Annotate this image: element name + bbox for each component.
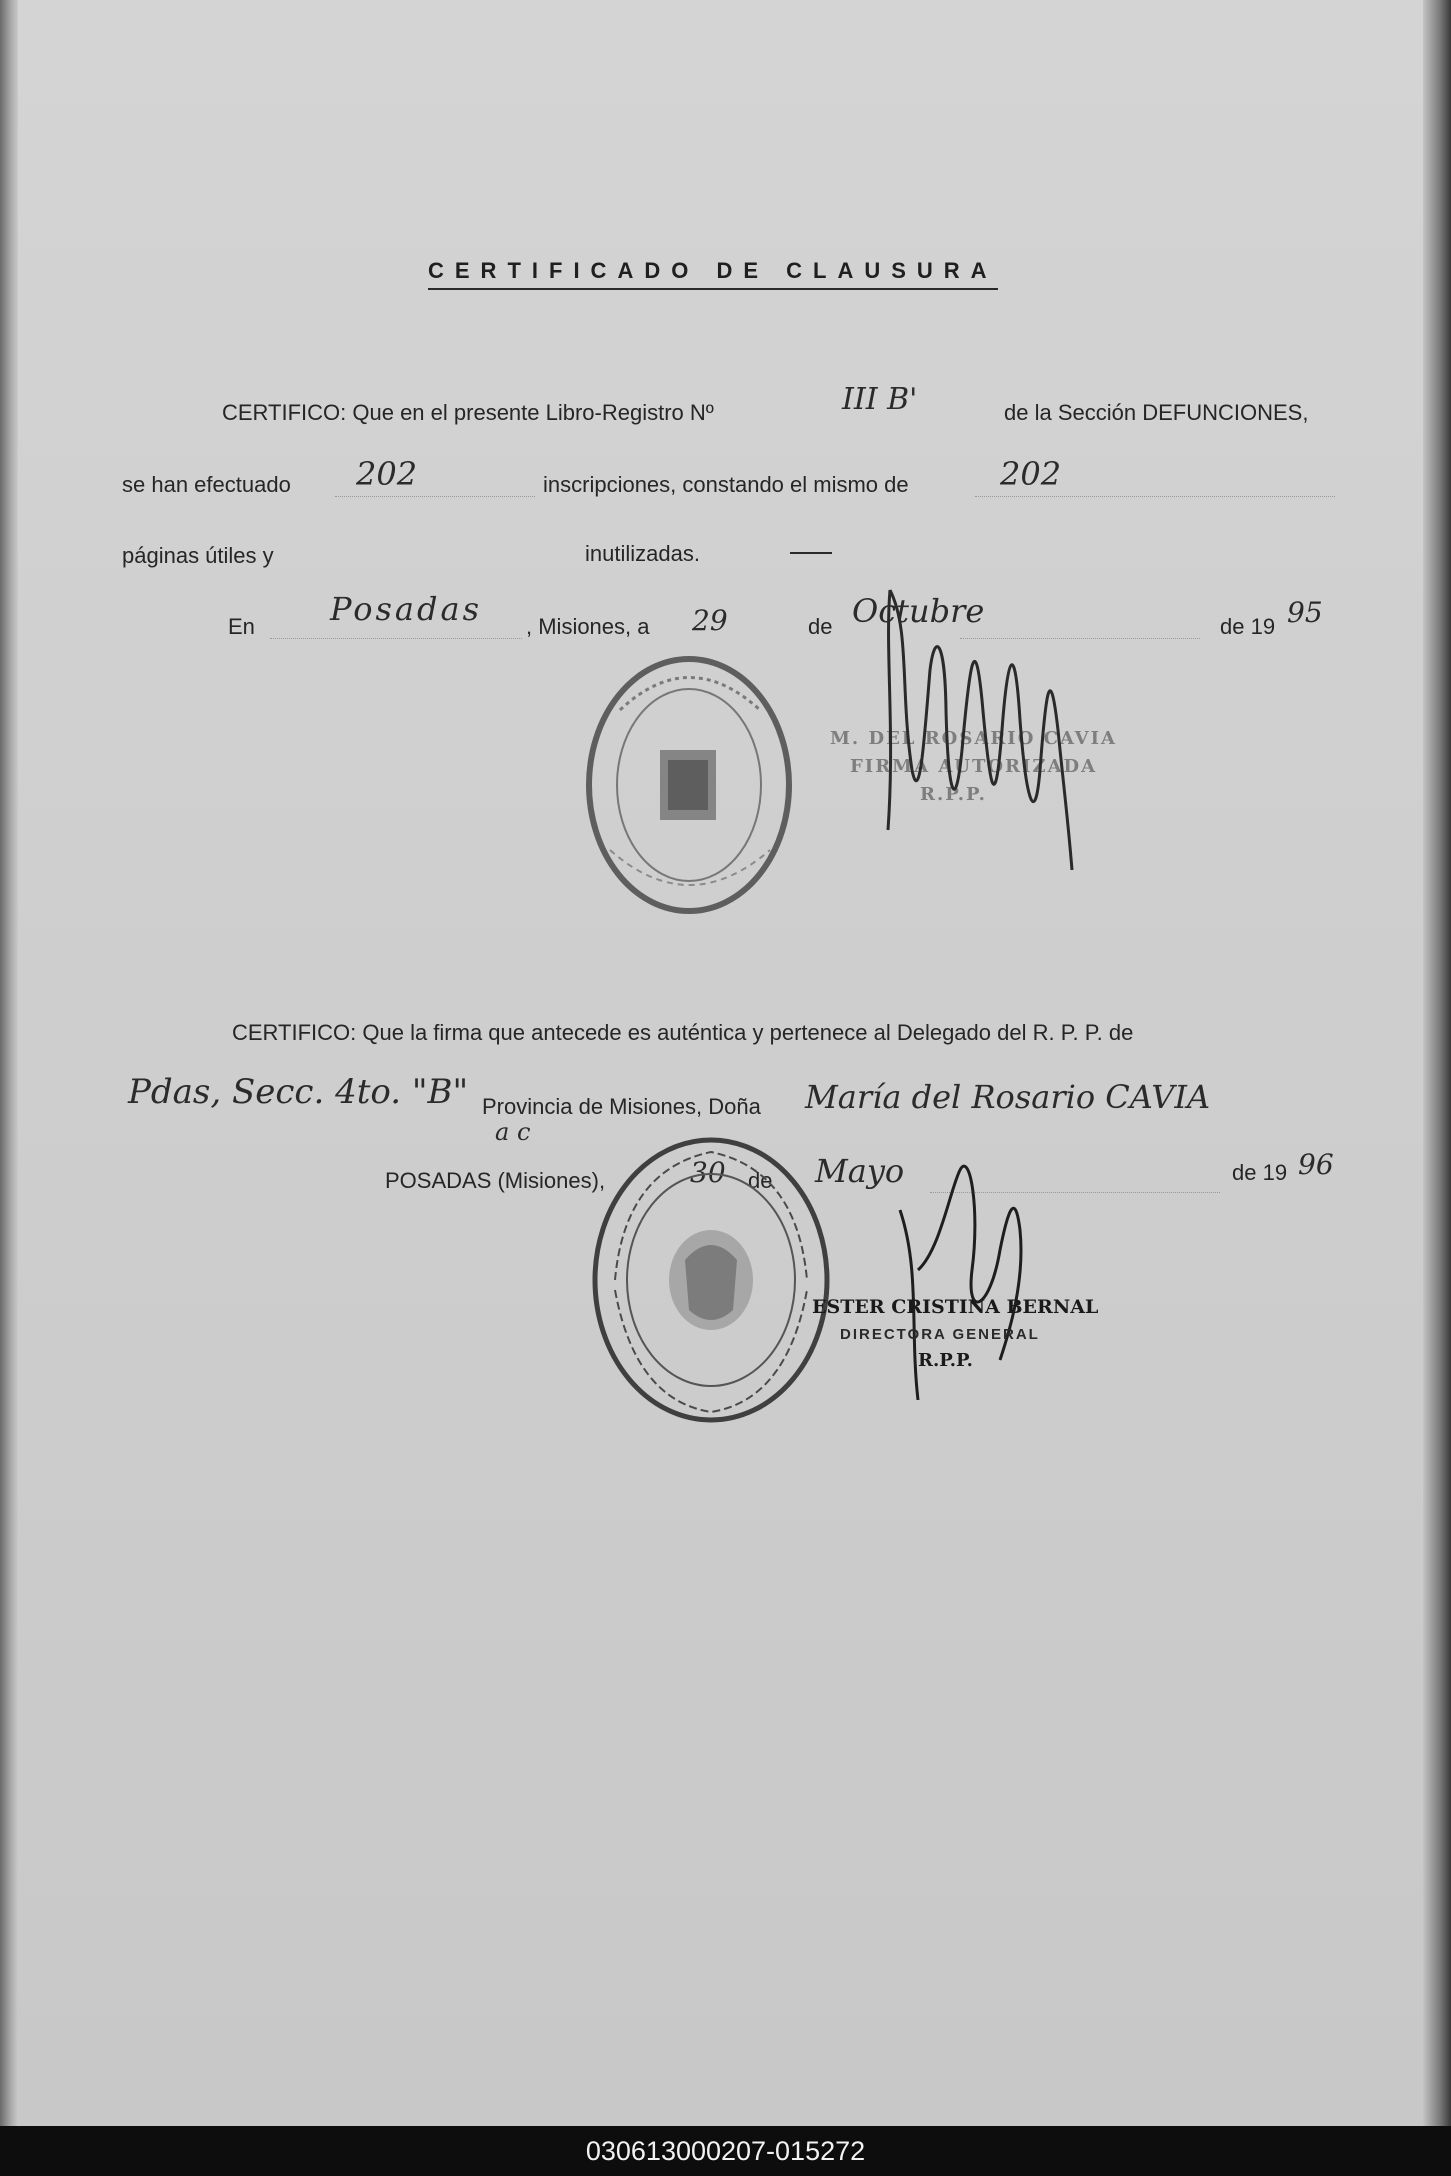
hand-note: a c — [495, 1118, 531, 1146]
hand-month-2: Mayo — [815, 1152, 905, 1190]
cert1-line4-misiones: , Misiones, a — [526, 614, 650, 639]
hand-day-2: 30 — [690, 1156, 726, 1189]
hand-delegate-name: María del Rosario CAVIA — [805, 1078, 1211, 1116]
cert1-section-text: de la Sección DEFUNCIONES, — [1004, 400, 1309, 425]
document-code: 030613000207-015272 — [585, 2135, 866, 2166]
dotted-rule — [335, 496, 535, 497]
hand-pages-count: 202 — [1000, 455, 1062, 493]
signer-name: ESTER CRISTINA BERNAL — [812, 1296, 1099, 1318]
signer-role: DIRECTORA GENERAL — [840, 1326, 1040, 1343]
cert1-line3-text: páginas útiles y — [122, 543, 274, 568]
page-right-edge — [1423, 0, 1451, 2126]
hand-delegation: Pdas, Secc. 4to. "B" — [128, 1072, 469, 1112]
hand-month: Octubre — [852, 592, 985, 630]
hand-inscriptions-count: 202 — [356, 455, 418, 493]
cert1-line1-text: CERTIFICO: Que en el presente Libro-Registro Nº — [222, 400, 714, 425]
footer-code-bar — [0, 2126, 1451, 2176]
handwritten-signature — [850, 570, 1090, 870]
cert2-line3-de: de — [748, 1168, 773, 1193]
authorized-name: M. DEL ROSARIO CAVIA — [830, 728, 1117, 749]
directorate-seal-stamp — [585, 1130, 837, 1430]
dotted-rule — [270, 638, 522, 639]
hand-city: Posadas — [330, 590, 482, 628]
cert2-line3-year-prefix: de 19 — [1232, 1160, 1288, 1185]
page-left-edge — [0, 0, 18, 2126]
authorized-org: R.P.P. — [920, 784, 987, 805]
cert1-line3-mid-text: inutilizadas. — [585, 541, 700, 566]
cert2-line3-text: POSADAS (Misiones), — [385, 1168, 606, 1193]
cert1-line4-year-prefix: de 19 — [1220, 614, 1276, 639]
hand-register-number: III B' — [842, 382, 918, 417]
authorized-caption: FIRMA AUTORIZADA — [850, 756, 1098, 777]
signer-org: R.P.P. — [918, 1350, 973, 1371]
official-seal-stamp — [580, 650, 798, 920]
hand-year-2: 96 — [1298, 1148, 1334, 1181]
cert1-line2-text: se han efectuado — [122, 472, 291, 497]
cert2-line1-text: CERTIFICO: Que la firma que antecede es auténtica y pertenece al Delegado del R. P. P. de — [232, 1020, 1134, 1045]
document-title: CERTIFICADO DE CLAUSURA — [428, 258, 998, 290]
hand-day: 29 — [692, 604, 728, 637]
cert1-line4-en: En — [228, 614, 255, 639]
dash-mark — [790, 552, 832, 554]
cert2-line2-text: Provincia de Misiones, Doña — [482, 1094, 761, 1119]
hand-year: 95 — [1287, 596, 1323, 629]
cert1-line2-mid-text: inscripciones, constando el mismo de — [543, 472, 909, 497]
dotted-rule — [975, 496, 1335, 497]
cert1-line4-de: de — [808, 614, 833, 639]
